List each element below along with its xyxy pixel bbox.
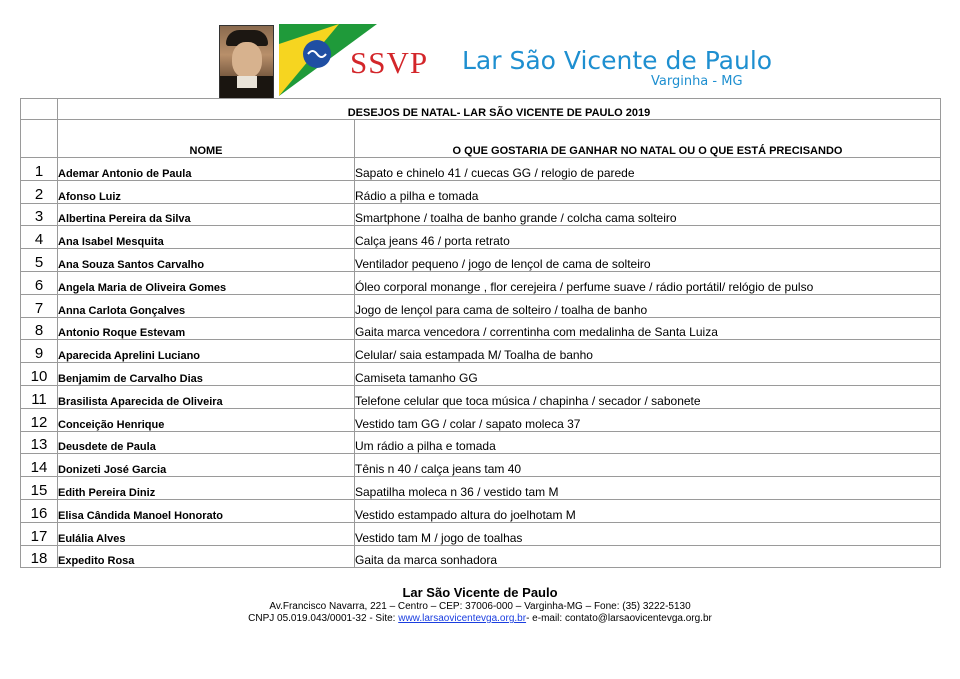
- table-row: [21, 499, 941, 522]
- resident-wish: Ventilador pequeno / jogo de lençol de cama de solteiro: [355, 249, 941, 272]
- resident-wish: Gaita da marca sonhadora: [355, 545, 941, 568]
- table-row: [21, 180, 941, 203]
- row-number: 17: [21, 522, 58, 545]
- table-row: [21, 203, 941, 226]
- row-number: 13: [21, 431, 58, 454]
- column-header-wish: O QUE GOSTARIA DE GANHAR NO NATAL OU O QUE ESTÁ PRECISANDO: [355, 120, 941, 158]
- column-header-name: NOME: [58, 120, 355, 158]
- resident-name: Expedito Rosa: [58, 545, 355, 568]
- table-row: [21, 522, 941, 545]
- resident-wish: Vestido tam GG / colar / sapato moleca 37: [355, 408, 941, 431]
- resident-name: Anna Carlota Gonçalves: [58, 294, 355, 317]
- row-number: 11: [21, 385, 58, 408]
- wishes-table: [20, 98, 941, 568]
- table-row: [21, 158, 941, 181]
- resident-wish: Smartphone / toalha de banho grande / colcha cama solteiro: [355, 203, 941, 226]
- resident-wish: Vestido tam M / jogo de toalhas: [355, 522, 941, 545]
- resident-name: Aparecida Aprelini Luciano: [58, 340, 355, 363]
- resident-wish: Jogo de lençol para cama de solteiro / toalha de banho: [355, 294, 941, 317]
- resident-name: Antonio Roque Estevam: [58, 317, 355, 340]
- footer-address: Av.Francisco Navarra, 221 – Centro – CEP: 37006-000 – Varginha-MG – Fone: (35) 3222-5130: [269, 601, 691, 612]
- resident-name: Donizeti José Garcia: [58, 454, 355, 477]
- table-row: [21, 385, 941, 408]
- resident-name: Brasilista Aparecida de Oliveira: [58, 385, 355, 408]
- resident-wish: Sapato e chinelo 41 / cuecas GG / relogio de parede: [355, 158, 941, 181]
- resident-name: Eulália Alves: [58, 522, 355, 545]
- resident-name: Conceição Henrique: [58, 408, 355, 431]
- resident-wish: Um rádio a pilha e tomada: [355, 431, 941, 454]
- resident-wish: Sapatilha moleca n 36 / vestido tam M: [355, 477, 941, 500]
- resident-name: Deusdete de Paula: [58, 431, 355, 454]
- org-title: Lar São Vicente de Paulo: [462, 46, 773, 75]
- row-number: 9: [21, 340, 58, 363]
- table-header-row: [21, 120, 941, 158]
- table-row: [21, 226, 941, 249]
- resident-name: Ademar Antonio de Paula: [58, 158, 355, 181]
- row-number: 2: [21, 180, 58, 203]
- row-number: 7: [21, 294, 58, 317]
- resident-wish: Telefone celular que toca música / chapinha / secador / sabonete: [355, 385, 941, 408]
- table-row: [21, 477, 941, 500]
- row-number: 10: [21, 363, 58, 386]
- empty-header-cell: [21, 120, 58, 158]
- resident-name: Ana Souza Santos Carvalho: [58, 249, 355, 272]
- row-number: 16: [21, 499, 58, 522]
- row-number: 15: [21, 477, 58, 500]
- table-row: [21, 271, 941, 294]
- resident-wish: Tênis n 40 / calça jeans tam 40: [355, 454, 941, 477]
- footer-contact: [0, 613, 960, 624]
- row-number: 3: [21, 203, 58, 226]
- table-title: DESEJOS DE NATAL- LAR SÃO VICENTE DE PAULO 2019: [58, 99, 941, 120]
- row-number: 6: [21, 271, 58, 294]
- resident-name: Edith Pereira Diniz: [58, 477, 355, 500]
- footer-title: Lar São Vicente de Paulo: [402, 585, 558, 600]
- row-number: 1: [21, 158, 58, 181]
- org-city: Varginha - MG: [651, 74, 743, 89]
- table-title-row: [21, 99, 941, 120]
- portrait-face: [232, 42, 262, 78]
- table-row: [21, 249, 941, 272]
- table-row: [21, 340, 941, 363]
- ssvp-logo-text: SSVP: [350, 45, 429, 80]
- table-row: [21, 317, 941, 340]
- resident-wish: Vestido estampado altura do joelhotam M: [355, 499, 941, 522]
- row-number: 18: [21, 545, 58, 568]
- resident-wish: Óleo corporal monange , flor cerejeira / perfume suave / rádio portátil/ relógio de pulso: [355, 271, 941, 294]
- row-number: 4: [21, 226, 58, 249]
- row-number: 5: [21, 249, 58, 272]
- footer-site-link[interactable]: www.larsaovicentevga.org.br: [398, 613, 527, 624]
- row-number: 8: [21, 317, 58, 340]
- portrait-collar: [237, 76, 257, 88]
- resident-name: Ana Isabel Mesquita: [58, 226, 355, 249]
- empty-corner-cell: [21, 99, 58, 120]
- table-row: [21, 294, 941, 317]
- row-number: 12: [21, 408, 58, 431]
- resident-wish: Gaita marca vencedora / correntinha com medalinha de Santa Luiza: [355, 317, 941, 340]
- resident-name: Afonso Luiz: [58, 180, 355, 203]
- table-row: [21, 363, 941, 386]
- saint-portrait: [219, 25, 274, 99]
- table-row: [21, 408, 941, 431]
- resident-name: Elisa Cândida Manoel Honorato: [58, 499, 355, 522]
- table-row: [21, 545, 941, 568]
- row-number: 14: [21, 454, 58, 477]
- resident-name: Angela Maria de Oliveira Gomes: [58, 271, 355, 294]
- resident-name: Benjamim de Carvalho Dias: [58, 363, 355, 386]
- resident-name: Albertina Pereira da Silva: [58, 203, 355, 226]
- resident-wish: Calça jeans 46 / porta retrato: [355, 226, 941, 249]
- resident-wish: Celular/ saia estampada M/ Toalha de banho: [355, 340, 941, 363]
- footer-cnpj: CNPJ 05.019.043/0001-32 - Site:: [248, 613, 399, 624]
- footer-email: - e-mail: contato@larsaovicentevga.org.br: [526, 613, 712, 624]
- resident-wish: Camiseta tamanho GG: [355, 363, 941, 386]
- resident-wish: Rádio a pilha e tomada: [355, 180, 941, 203]
- table-row: [21, 431, 941, 454]
- table-row: [21, 454, 941, 477]
